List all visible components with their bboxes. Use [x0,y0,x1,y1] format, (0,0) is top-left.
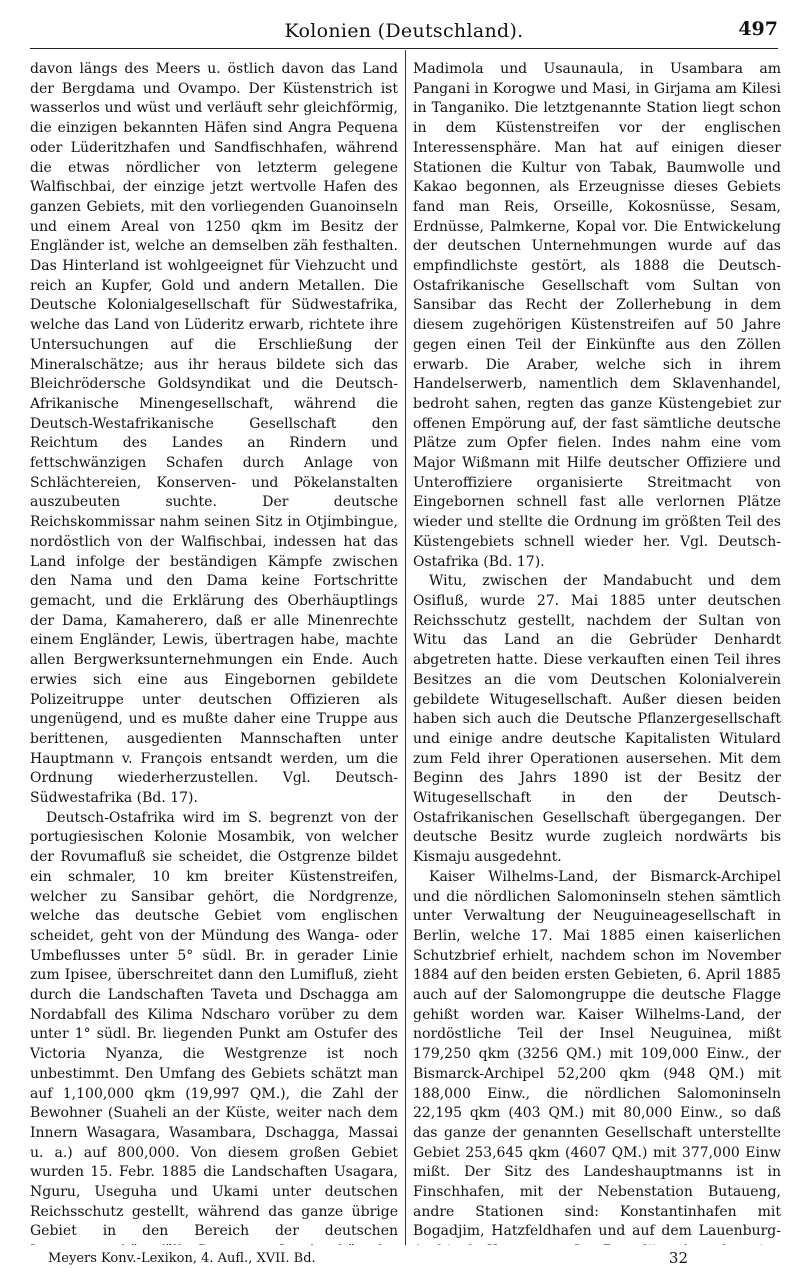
paragraph: Madimola und Usaunaula, in Usambara am Pangani in Korogwe und Masi, in Girjama am Kilesi in Tanganiko. Die letztgenannte Station liegt schon in dem Küstenstreifen vor der englischen Interessensphäre. Man hat auf einigen dieser Stationen die Kultur von Tabak, Baumwolle und Kakao begonnen, als Erzeugnisse dieses Gebiets fand man Reis, Orseille, Kokosnüsse, Sesam, Erdnüsse, Palmkerne, Kopal vor. Die Entwickelung der deutschen Unternehmungen wurde auf das empfindlichste gestört, als 1888 die Deutsch-Ostafrikanische Gesellschaft vom Sultan von Sansibar das Recht der Zollerhebung in dem diesem zugehörigen Küstenstreifen auf 50 Jahre gegen einen Teil der Einkünfte aus den Zöllen erwarb. Die Araber, welche sich in ihrem Handelserwerb, namentlich dem Sklavenhandel, bedroht sahen, regten das ganze Küstengebiet zur offenen Empörung auf, der fast sämtliche deutsche Plätze zum Opfer fielen. Indes nahm eine vom Major Wißmann mit Hilfe deutscher Offiziere und Unteroffiziere organisierte Streitmacht von Eingebornen schnell fast alle verlornen Plätze wieder und stellte die Ordnung im größten Teil des Küstengebiets schnell wieder her. Vgl. Deutsch-Ostafrika (Bd. 17). [413,61,781,570]
column-divider [405,50,406,1245]
paragraph: Witu, zwischen der Mandabucht und dem Osifluß, wurde 27. Mai 1885 unter deutschen Reichsschutz gestellt, nachdem der Sultan von Witu das Land an die Gebrüder Denhardt abgetreten hatte. Diese verkauften einen Teil ihres Besitzes an die vom Deutschen Kolonialverein gebildete Witugesellschaft. Außer diesen beiden haben sich auch die Deutsche Pflanzergesellschaft und einige andre deutsche Kapitalisten Witulard zum Feld ihrer Operationen ausersehen. Mit dem Beginn des Jahrs 1890 ist der Besitz der Witugesellschaft in den der Deutsch-Ostafrikanischen Gesellschaft übergegangen. Der deutsche Besitz wurde zugleich nordwärts bis Kismaju ausgedehnt. [413,573,781,866]
page-number: 497 [738,18,778,40]
footer-source: Meyers Konv.-Lexikon, 4. Aufl., XVII. Bd. [48,1251,316,1266]
paragraph: Deutsch-Ostafrika wird im S. begrenzt von der portugiesischen Kolonie Mosambik, von welcher der Rovumafluß sie scheidet, die Ostgrenze bildet ein schmaler, 10 km breiter Küstenstreifen, welcher zu Sansibar gehört, die Nordgrenze, welche das deutsche Gebiet vom englischen scheidet, geht von der Mündung des Wanga- oder Umbeflusses unter 5° südl. Br. in gerader Linie zum Ipisee, überschreitet dann den Lumifluß, zieht durch die Landschaften Taveta und Dschagga am Nordabfall des Kilima Ndscharo vorüber zu dem unter 1° südl. Br. liegenden Punkt am Ostufer des Victoria Nyanza, die Westgrenze ist noch unbestimmt. Den Umfang des Gebiets schätzt man auf 1,100,000 qkm (19,997 QM.), die Zahl der Bewohner (Suaheli an der Küste, weiter nach dem Innern Wasagara, Wasambara, Dschagga, Massai u. a.) auf 800,000. Von diesem großen Gebiet wurden 15. Febr. 1885 die Landschaften Usagara, Nguru, Useguha und Ukami unter deutschen Reichsschutz gestellt, während das ganze übrige Gebiet in den Bereich der deutschen [30,809,398,1240]
paragraph: Kaiser Wilhelms-Land, der Bismarck-Archipel und die nördlichen Salomoninseln stehen sämtlich unter Verwaltung der Neuguineagesellschaft in Berlin, welche 17. Mai 1885 einen kaiserlichen Schutzbrief erhielt, nachdem schon im November 1884 auf den beiden ersten Gebieten, 6. April 1885 auch auf der Salomongruppe die deutsche Flagge gehißt worden war. Kaiser Wilhelms-Land, der nordöstliche Teil der Insel Neuguinea, mißt 179,250 qkm (3256 QM.) mit 109,000 Einw., der Bismarck-Archipel 52,200 qkm (948 QM.) mit 188,000 Einw., die nördlichen Salomoninseln 22,195 qkm (403 QM.) mit 80,000 Einw., so daß das ganze der genannten Gesellschaft unterstellte Gebiet 253,645 qkm (4607 QM.) mit 377,000 Einw mißt. Der Sitz des Landeshauptmanns ist in Finschhafen, mit der Nebenstation Butaueng, andre Stationen sind: Konstantinhafen mit Bogadjim, Hatzfeldhafen und auf dem Lauenburg- [413,868,781,1240]
running-title: Kolonien (Deutschland). [284,20,524,42]
right-column [413,60,781,1245]
page-header [30,14,778,49]
page-footer [30,1249,778,1271]
signature-mark: 32 [668,1249,688,1267]
left-column [30,60,398,1245]
paragraph: davon längs des Meers u. östlich davon das Land der Bergdama und Ovampo. Der Küstenstrich ist wasserlos und wüst und verläuft sehr gleichförmig, die einzigen bekannten Häfen sind Angra Pequena oder Lüderitzhafen und Sandfischhafen, während die etwas nördlicher von letzterm gelegene Walfischbai, der einzige jetzt wertvolle Hafen des ganzen Gebiets, mit den vorliegenden Guanoinseln und einem Areal von 1250 qkm im Besitz der Engländer ist, welche an demselben zäh festhalten. Das Hinterland ist wohlgeeignet für Viehzucht und reich an Kupfer, Gold und andern Metallen. Die Deutsche Kolonialgesellschaft für Südwestafrika, welche das Land von Lüderitz erwarb, richtete ihre Untersuchungen auf die Erschließung der Mineralschätze; aus ihr heraus bildete sich das Bleichrödersche Goldsyndikat und die Deutsch-Afrikanische Minengesellschaft, während die Deutsch-Westafrikanische Gesellschaft den Reichtum des Landes an Rindern und fettschwänzigen Schafen durch Anlage von Schlächtereien, Konserven- und Pökelanstalten auszubeuten suchte. Der deutsche Reichskommissar nahm seinen Sitz in Otjimbingue, nordöstlich von der Walfischbai, indessen hat das Land infolge der beständigen Kämpfe zwischen den Nama und den Dama keine Fortschritte gemacht, und die Erklärung des Oberhäuptlings der Dama, Kamaherero, daß er alle Minenrechte einem Engländer, Lewis, übertragen habe, machte allen Bergwerksunternehmungen ein Ende. Auch erwies sich eine aus Eingebornen gebildete Polizeitruppe unter deutschen Offizieren als ungenügend, und es mußte daher eine Truppe aus berittenen, ausgedienten Mannschaften unter Hauptmann v. François entsandt werden, um die Ordnung wiederherzustellen. Vgl. Deutsch-Südwestafrika (Bd. 17). [30,61,398,807]
